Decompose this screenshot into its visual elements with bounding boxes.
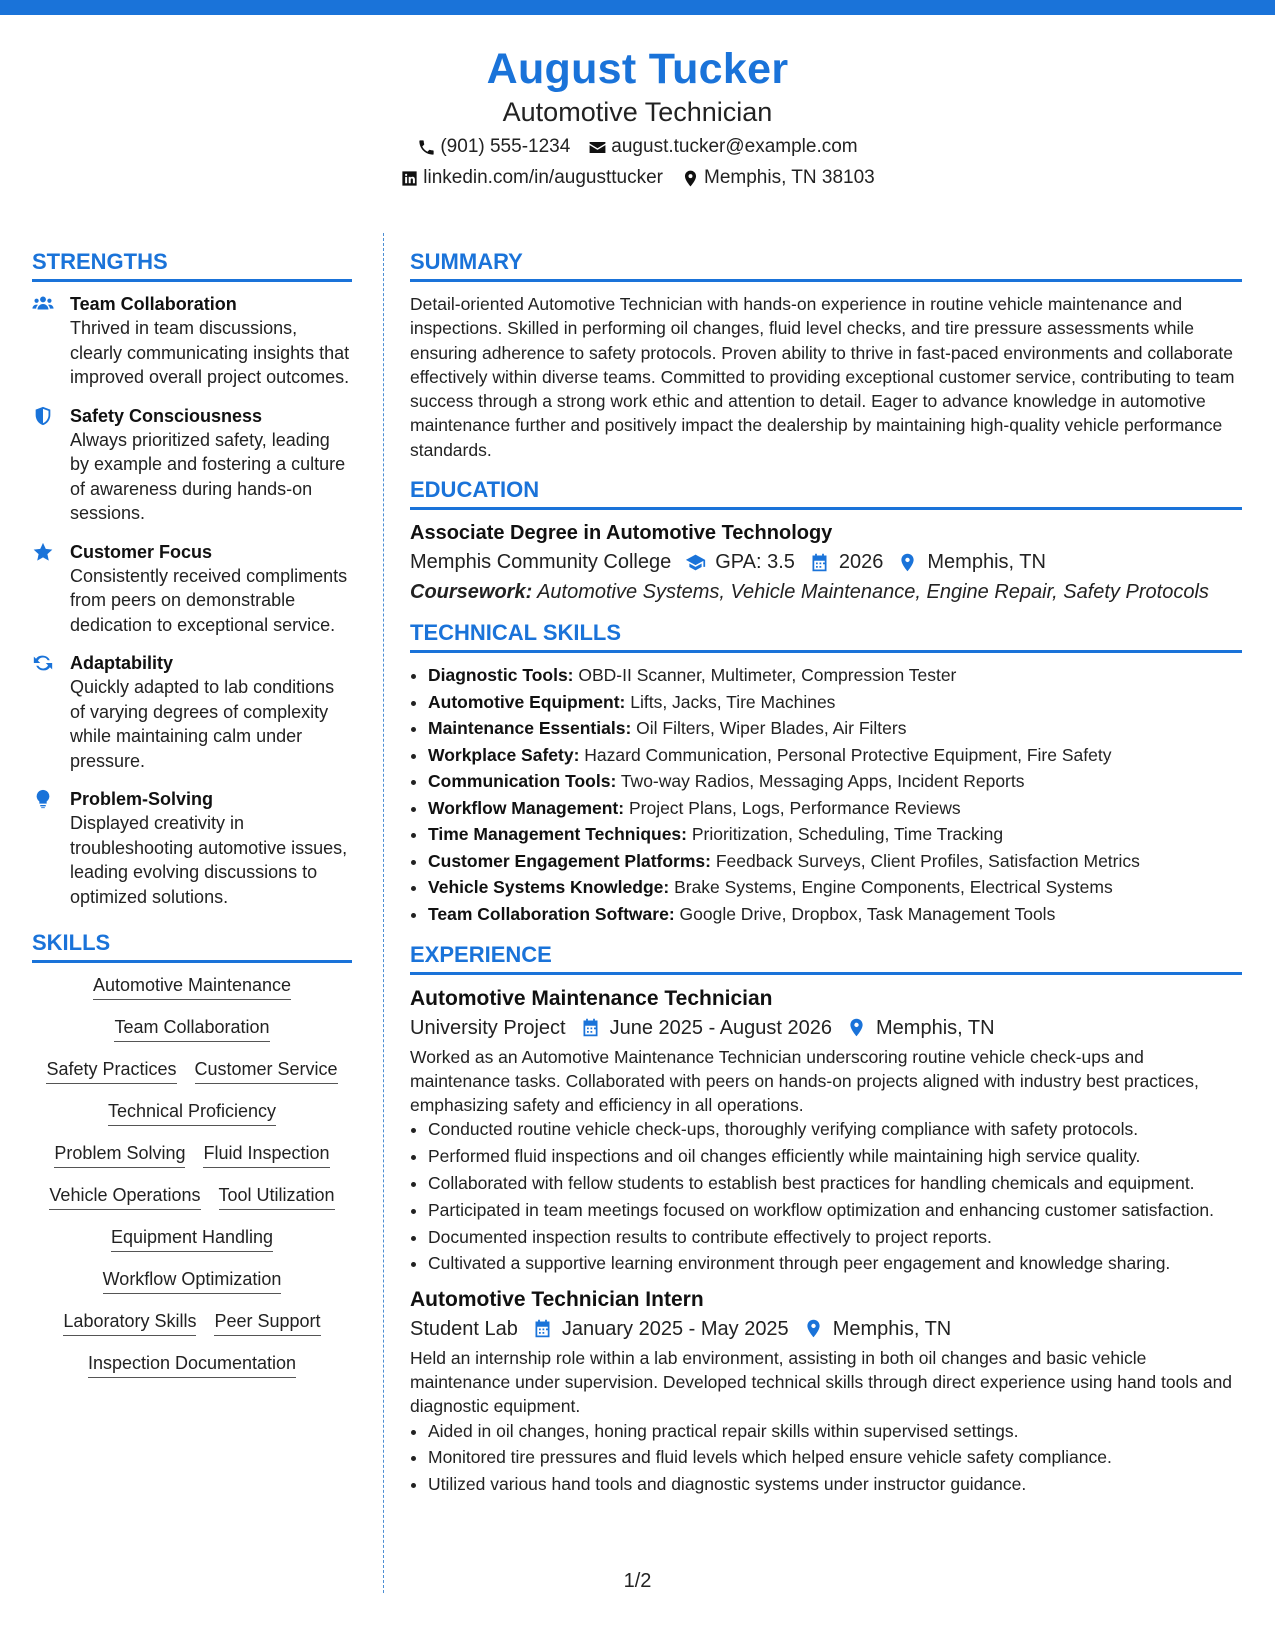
graduation-year <box>809 547 884 577</box>
contact-row-2 <box>0 166 1275 190</box>
phone-icon <box>417 138 436 157</box>
email-text: august.tucker@example.com <box>611 136 858 157</box>
contact-email <box>588 135 857 159</box>
school-name <box>410 547 671 577</box>
job-location <box>803 1314 952 1344</box>
technical-skills-list <box>410 663 1242 927</box>
star-icon <box>32 541 54 563</box>
skill-tag: Peer Support <box>214 1309 320 1336</box>
graduation-cap-icon <box>685 552 706 573</box>
skill-tag: Tool Utilization <box>219 1183 335 1210</box>
experience-heading: EXPERIENCE <box>410 941 1242 975</box>
org-text: University Project <box>410 1016 566 1039</box>
strength-item <box>32 787 352 909</box>
list-item <box>428 663 1242 688</box>
candidate-title: Automotive Technician <box>502 97 773 127</box>
education-heading: EDUCATION <box>410 476 1242 510</box>
job-org <box>410 1013 566 1043</box>
tech-value: Google Drive, Dropbox, Task Management Tools <box>674 903 1056 924</box>
strength-desc: Quickly adapted to lab conditions of varying degrees of complexity while maintaining calm under pressure. <box>70 677 335 771</box>
shield-icon <box>32 405 54 427</box>
list-item: • Monitored tire pressures and fluid levels which helped ensure vehicle safety compliance. <box>428 1445 1242 1469</box>
coursework-label: Coursework: <box>410 581 533 604</box>
skill-tag: Workflow Optimization <box>103 1267 282 1294</box>
tech-value: OBD-II Scanner, Multimeter, Compression Tester <box>573 665 957 686</box>
skill-tag: Inspection Documentation <box>88 1351 296 1378</box>
list-item <box>428 769 1242 794</box>
job-description: Held an internship role within a lab environment, assisting in both oil changes and basic vehicle maintenance under supervision. Developed technical skills through direct experience using hand tools and diagnostic equipment. <box>410 1347 1233 1417</box>
technical-skills-heading: TECHNICAL SKILLS <box>410 619 1242 653</box>
sync-icon <box>32 652 54 674</box>
skill-tag: Fluid Inspection <box>203 1141 329 1168</box>
lightbulb-icon <box>32 788 54 810</box>
school-text: Memphis Community College <box>410 551 672 574</box>
list-item: • Collaborated with fellow students to establish best practices for handling chemicals and equipment. <box>428 1171 1242 1195</box>
strength-title: Team Collaboration <box>70 294 237 314</box>
location-text: Memphis, TN 38103 <box>704 167 875 188</box>
list-item: • Aided in oil changes, honing practical repair skills within supervised settings. <box>428 1419 1242 1443</box>
job-dates <box>532 1314 789 1344</box>
tech-label: Workplace Safety: <box>428 744 580 765</box>
list-item <box>428 796 1242 821</box>
list-item <box>428 822 1242 847</box>
strength-desc: Thrived in team discussions, clearly communicating insights that improved overall project outcomes. <box>70 318 350 387</box>
org-text: Student Lab <box>410 1317 518 1340</box>
users-icon <box>32 293 54 315</box>
phone-text: (901) 555-1234 <box>440 136 571 157</box>
gpa-text: GPA: 3.5 <box>715 551 795 574</box>
skill-tag: Customer Service <box>195 1057 338 1084</box>
tech-label: Customer Engagement Platforms: <box>428 850 711 871</box>
list-item <box>428 690 1242 715</box>
tech-label: Communication Tools: <box>428 771 617 792</box>
skills-heading: SKILLS <box>32 929 352 963</box>
right-column <box>410 248 1242 1499</box>
job-meta <box>410 1314 1242 1344</box>
tech-label: Vehicle Systems Knowledge: <box>428 877 670 898</box>
job-description: Worked as an Automotive Maintenance Technician underscoring routine vehicle check-ups and maintenance tasks. Collaborated with peers on hands-on projects aligned with industry best practices, emphasizing safety and efficiency in all operations. <box>410 1046 1199 1116</box>
skill-tag: Laboratory Skills <box>63 1309 196 1336</box>
strength-title: Problem-Solving <box>70 789 214 809</box>
tech-value: Hazard Communication, Personal Protective Equipment, Fire Safety <box>579 744 1112 765</box>
tech-label: Automotive Equipment: <box>428 691 626 712</box>
tech-value: Project Plans, Logs, Performance Reviews <box>624 797 961 818</box>
tech-label: Diagnostic Tools: <box>428 665 574 686</box>
map-pin-icon <box>681 169 700 188</box>
coursework-text: Automotive Systems, Vehicle Maintenance, Engine Repair, Safety Protocols <box>532 581 1209 604</box>
left-column <box>32 248 352 1393</box>
contact-linkedin <box>400 166 663 190</box>
job-org <box>410 1314 518 1344</box>
strengths-heading: STRENGTHS <box>32 248 352 282</box>
strength-desc: Displayed creativity in troubleshooting automotive issues, leading evolving discussions to optimized solutions. <box>70 813 348 907</box>
tech-label: Team Collaboration Software: <box>428 903 675 924</box>
tech-value: Brake Systems, Engine Components, Electrical Systems <box>669 877 1113 898</box>
list-item: • Documented inspection results to contribute effectively to project reports. <box>428 1225 1242 1249</box>
list-item: • Cultivated a supportive learning environment through peer engagement and knowledge sharing. <box>428 1251 1242 1275</box>
dates-text: June 2025 - August 2026 <box>609 1016 833 1039</box>
candidate-name: August Tucker <box>486 45 789 93</box>
calendar-icon <box>532 1318 553 1339</box>
job-dates <box>580 1013 832 1043</box>
strength-desc: Consistently received compliments from peers on demonstrable dedication to exceptional service. <box>70 565 348 635</box>
skill-tag: Equipment Handling <box>111 1225 273 1252</box>
strength-item <box>32 404 352 526</box>
job-bullets <box>410 1117 1242 1275</box>
top-accent-bar <box>0 0 1275 15</box>
strength-desc: Always prioritized safety, leading by example and fostering a culture of awareness during hands-on sessions. <box>70 429 346 523</box>
tech-label: Maintenance Essentials: <box>428 718 632 739</box>
map-pin-icon <box>846 1017 867 1038</box>
job-location-text: Memphis, TN <box>876 1016 995 1039</box>
contact-location <box>681 166 875 190</box>
tech-value: Feedback Surveys, Client Profiles, Satisfaction Metrics <box>710 850 1140 871</box>
map-pin-icon <box>803 1318 824 1339</box>
skill-tag: Safety Practices <box>46 1057 176 1084</box>
job-location <box>846 1013 995 1043</box>
education-location <box>897 547 1046 577</box>
job-location-text: Memphis, TN <box>832 1317 952 1340</box>
skill-tag: Problem Solving <box>54 1141 185 1168</box>
envelope-icon <box>588 138 607 157</box>
edu-location-text: Memphis, TN <box>927 551 1046 574</box>
job-meta <box>410 1013 1242 1043</box>
list-item <box>428 875 1242 900</box>
coursework <box>410 577 1242 607</box>
strength-title: Adaptability <box>70 653 174 673</box>
linkedin-icon <box>400 169 419 188</box>
degree-title: Associate Degree in Automotive Technology <box>410 522 833 545</box>
strength-item <box>32 651 352 773</box>
page-number: 1/2 <box>623 1570 652 1592</box>
resume-header <box>0 44 1275 190</box>
strength-title: Safety Consciousness <box>70 405 263 426</box>
column-divider <box>383 233 384 1593</box>
list-item: • Participated in team meetings focused on workflow optimization and enhancing customer satisfaction. <box>428 1198 1242 1222</box>
linkedin-text: linkedin.com/in/augusttucker <box>423 167 663 188</box>
contact-row-1 <box>0 135 1275 159</box>
skill-tag: Team Collaboration <box>114 1015 269 1042</box>
summary-text: Detail-oriented Automotive Technician with hands-on experience in routine vehicle maintenance and inspections. Skilled in performing oil changes, fluid level checks, and tire pressure assessments while ensuring adherence to safety protocols. Proven ability to thrive in fast-paced environments and collaborate effectively within diverse teams. Committed to providing exceptional customer service, contributing to team success through a strong work ethic and attention to detail. Eager to advance knowledge in automotive maintenance further and positively impact the dealership by maintaining high-quality vehicle performance standards. <box>410 294 1235 460</box>
education-meta <box>410 547 1242 577</box>
tech-value: Lifts, Jacks, Tire Machines <box>625 691 836 712</box>
skill-tag: Automotive Maintenance <box>93 973 291 1000</box>
tech-value: Oil Filters, Wiper Blades, Air Filters <box>631 718 907 739</box>
dates-text: January 2025 - May 2025 <box>561 1317 789 1340</box>
strength-item <box>32 540 352 638</box>
gpa <box>685 547 795 577</box>
tech-label: Workflow Management: <box>428 797 625 818</box>
list-item <box>428 849 1242 874</box>
strength-title: Customer Focus <box>70 541 213 562</box>
map-pin-icon <box>897 552 918 573</box>
list-item <box>428 716 1242 741</box>
tech-value: Two-way Radios, Messaging Apps, Incident Reports <box>616 771 1025 792</box>
skill-tag: Technical Proficiency <box>108 1099 276 1126</box>
strength-item <box>32 292 352 390</box>
skills-list <box>32 973 352 1378</box>
list-item <box>428 743 1242 768</box>
tech-value: Prioritization, Scheduling, Time Tracking <box>687 824 1004 845</box>
calendar-icon <box>580 1017 601 1038</box>
calendar-icon <box>809 552 830 573</box>
tech-label: Time Management Techniques: <box>428 824 687 845</box>
list-item: • Performed fluid inspections and oil changes efficiently while maintaining high service quality. <box>428 1144 1242 1168</box>
job-title: Automotive Technician Intern <box>410 1287 704 1311</box>
summary-heading: SUMMARY <box>410 248 1242 282</box>
list-item: • Conducted routine vehicle check-ups, thoroughly verifying compliance with safety protocols. <box>428 1117 1242 1141</box>
year-text: 2026 <box>838 551 884 574</box>
skill-tag: Vehicle Operations <box>49 1183 200 1210</box>
job-title: Automotive Maintenance Technician <box>410 986 773 1010</box>
contact-phone <box>417 135 570 159</box>
list-item: • Utilized various hand tools and diagnostic systems under instructor guidance. <box>428 1472 1242 1496</box>
list-item <box>428 902 1242 927</box>
job-bullets <box>410 1419 1242 1497</box>
